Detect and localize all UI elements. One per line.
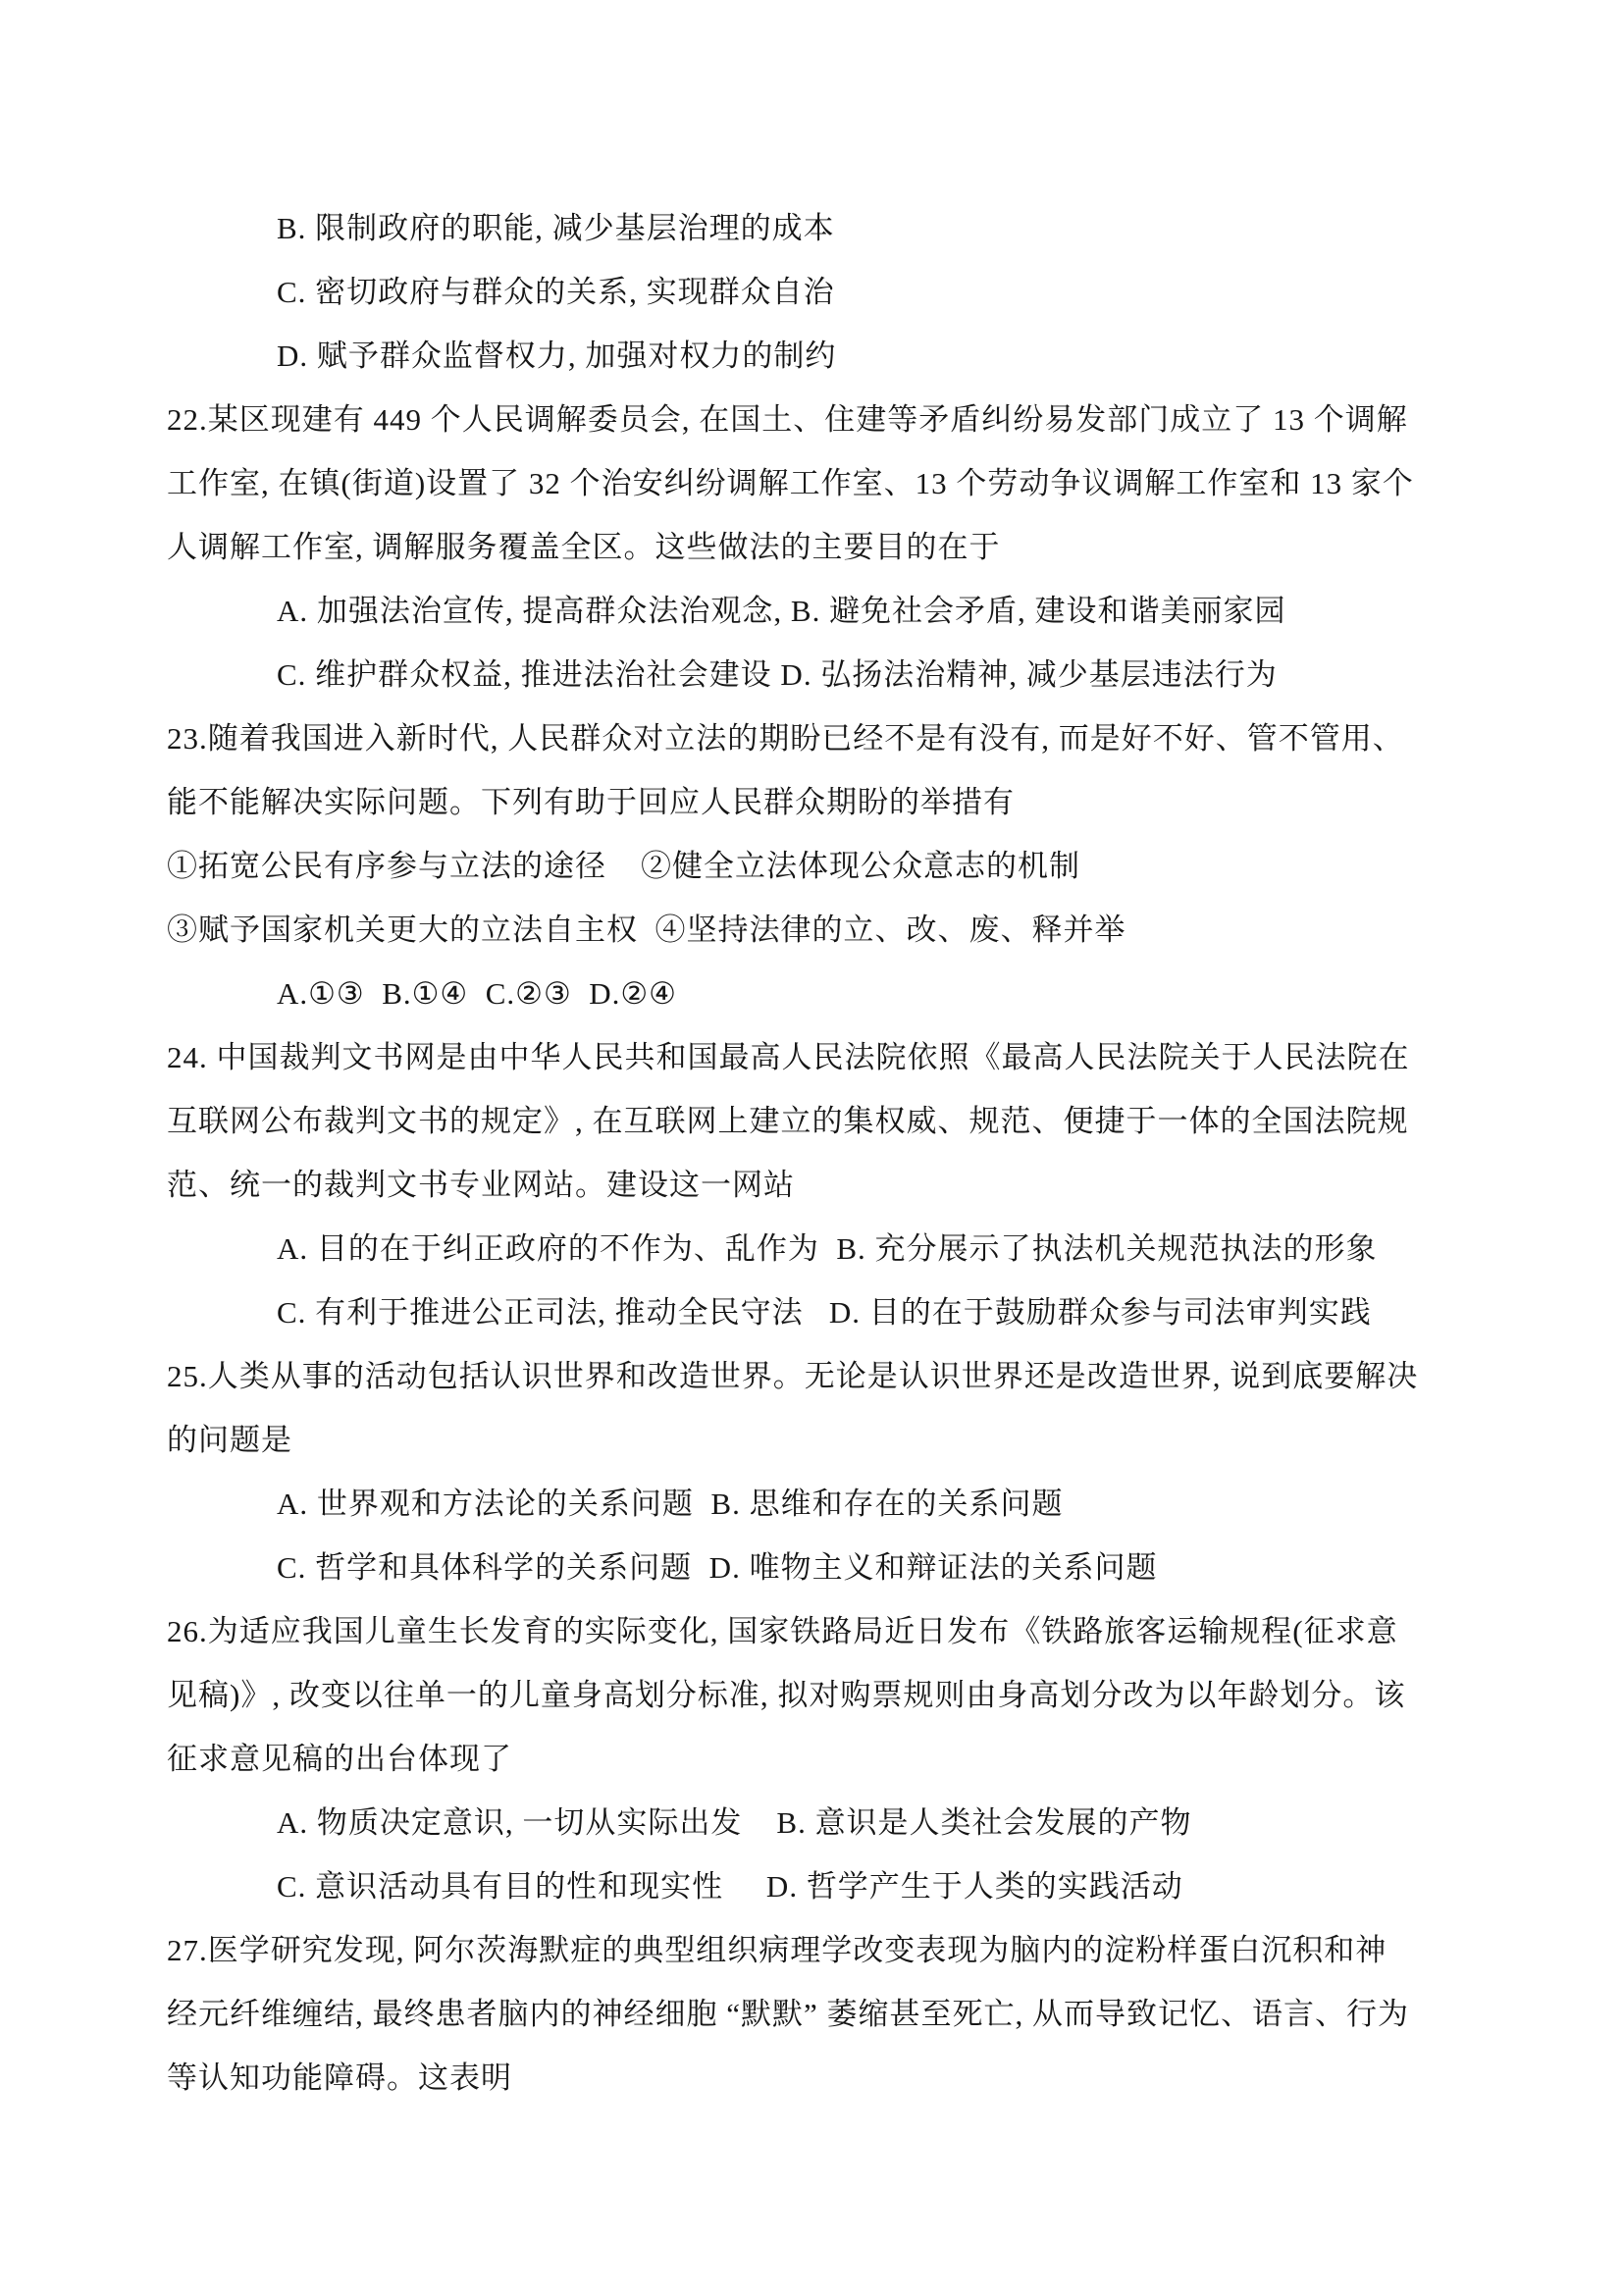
q23-items-3-4: ③赋予国家机关更大的立法自主权 ④坚持法律的立、改、废、释并举: [167, 913, 1126, 947]
q27-stem-line-1: 27.医学研究发现, 阿尔茨海默症的典型组织病理学改变表现为脑内的淀粉样蛋白沉积和神: [167, 1933, 1387, 1967]
q22-stem-line-2: 工作室, 在镇(街道)设置了 32 个治安纠纷调解工作室、13 个劳动争议调解工作室和 13 家个: [167, 466, 1414, 500]
q21-option-d: D. 赋予群众监督权力, 加强对权力的制约: [277, 339, 837, 373]
q22-stem-line-1: 22.某区现建有 449 个人民调解委员会, 在国土、住建等矛盾纠纷易发部门成立了 13 个调解: [167, 402, 1408, 437]
q25-options-ab: A. 世界观和方法论的关系问题 B. 思维和存在的关系问题: [277, 1487, 1064, 1521]
q24-options-ab: A. 目的在于纠正政府的不作为、乱作为 B. 充分展示了执法机关规范执法的形象: [277, 1231, 1378, 1266]
q26-options-cd: C. 意识活动具有目的性和现实性 D. 哲学产生于人类的实践活动: [277, 1869, 1183, 1904]
q26-stem-line-1: 26.为适应我国儿童生长发育的实际变化, 国家铁路局近日发布《铁路旅客运输规程(征求意: [167, 1614, 1398, 1648]
q27-stem-line-2: 经元纤维缠结, 最终患者脑内的神经细胞 “默默” 萎缩甚至死亡, 从而导致记忆、语言、行为: [167, 1997, 1410, 2031]
q24-stem-line-1: 24. 中国裁判文书网是由中华人民共和国最高人民法院依照《最高人民法院关于人民法院在: [167, 1040, 1410, 1074]
q27-stem-line-3: 等认知功能障碍。这表明: [167, 2061, 512, 2095]
q26-stem-line-2: 见稿)》, 改变以往单一的儿童身高划分标准, 拟对购票规则由身高划分改为以年龄划分。该: [167, 1678, 1406, 1712]
q26-options-ab: A. 物质决定意识, 一切从实际出发 B. 意识是人类社会发展的产物: [277, 1805, 1192, 1840]
q23-answer-options: A.①③ B.①④ C.②③ D.②④: [277, 976, 677, 1011]
q23-items-1-2: ①拓宽公民有序参与立法的途径 ②健全立法体现公众意志的机制: [167, 849, 1080, 883]
q22-options-ab: A. 加强法治宣传, 提高群众法治观念, B. 避免社会矛盾, 建设和谐美丽家园: [277, 594, 1286, 628]
q25-options-cd: C. 哲学和具体科学的关系问题 D. 唯物主义和辩证法的关系问题: [277, 1550, 1158, 1585]
q25-stem-line-2: 的问题是: [167, 1423, 292, 1457]
q25-stem-line-1: 25.人类从事的活动包括认识世界和改造世界。无论是认识世界还是改造世界, 说到底要解决: [167, 1359, 1419, 1393]
q24-stem-line-3: 范、统一的裁判文书专业网站。建设这一网站: [167, 1168, 795, 1202]
q22-options-cd: C. 维护群众权益, 推进法治社会建设 D. 弘扬法治精神, 减少基层违法行为: [277, 657, 1278, 692]
q24-stem-line-2: 互联网公布裁判文书的规定》, 在互联网上建立的集权威、规范、便捷于一体的全国法院规: [167, 1104, 1409, 1138]
q23-stem-line-1: 23.随着我国进入新时代, 人民群众对立法的期盼已经不是有没有, 而是好不好、管不管用、: [167, 721, 1404, 756]
q21-option-c: C. 密切政府与群众的关系, 实现群众自治: [277, 275, 835, 309]
q24-options-cd: C. 有利于推进公正司法, 推动全民守法 D. 目的在于鼓励群众参与司法审判实践: [277, 1295, 1372, 1330]
q22-stem-line-3: 人调解工作室, 调解服务覆盖全区。这些做法的主要目的在于: [167, 530, 1001, 564]
q26-stem-line-3: 征求意见稿的出台体现了: [167, 1742, 512, 1776]
q21-option-b: B. 限制政府的职能, 减少基层治理的成本: [277, 211, 835, 245]
q23-stem-line-2: 能不能解决实际问题。下列有助于回应人民群众期盼的举措有: [167, 785, 1015, 819]
